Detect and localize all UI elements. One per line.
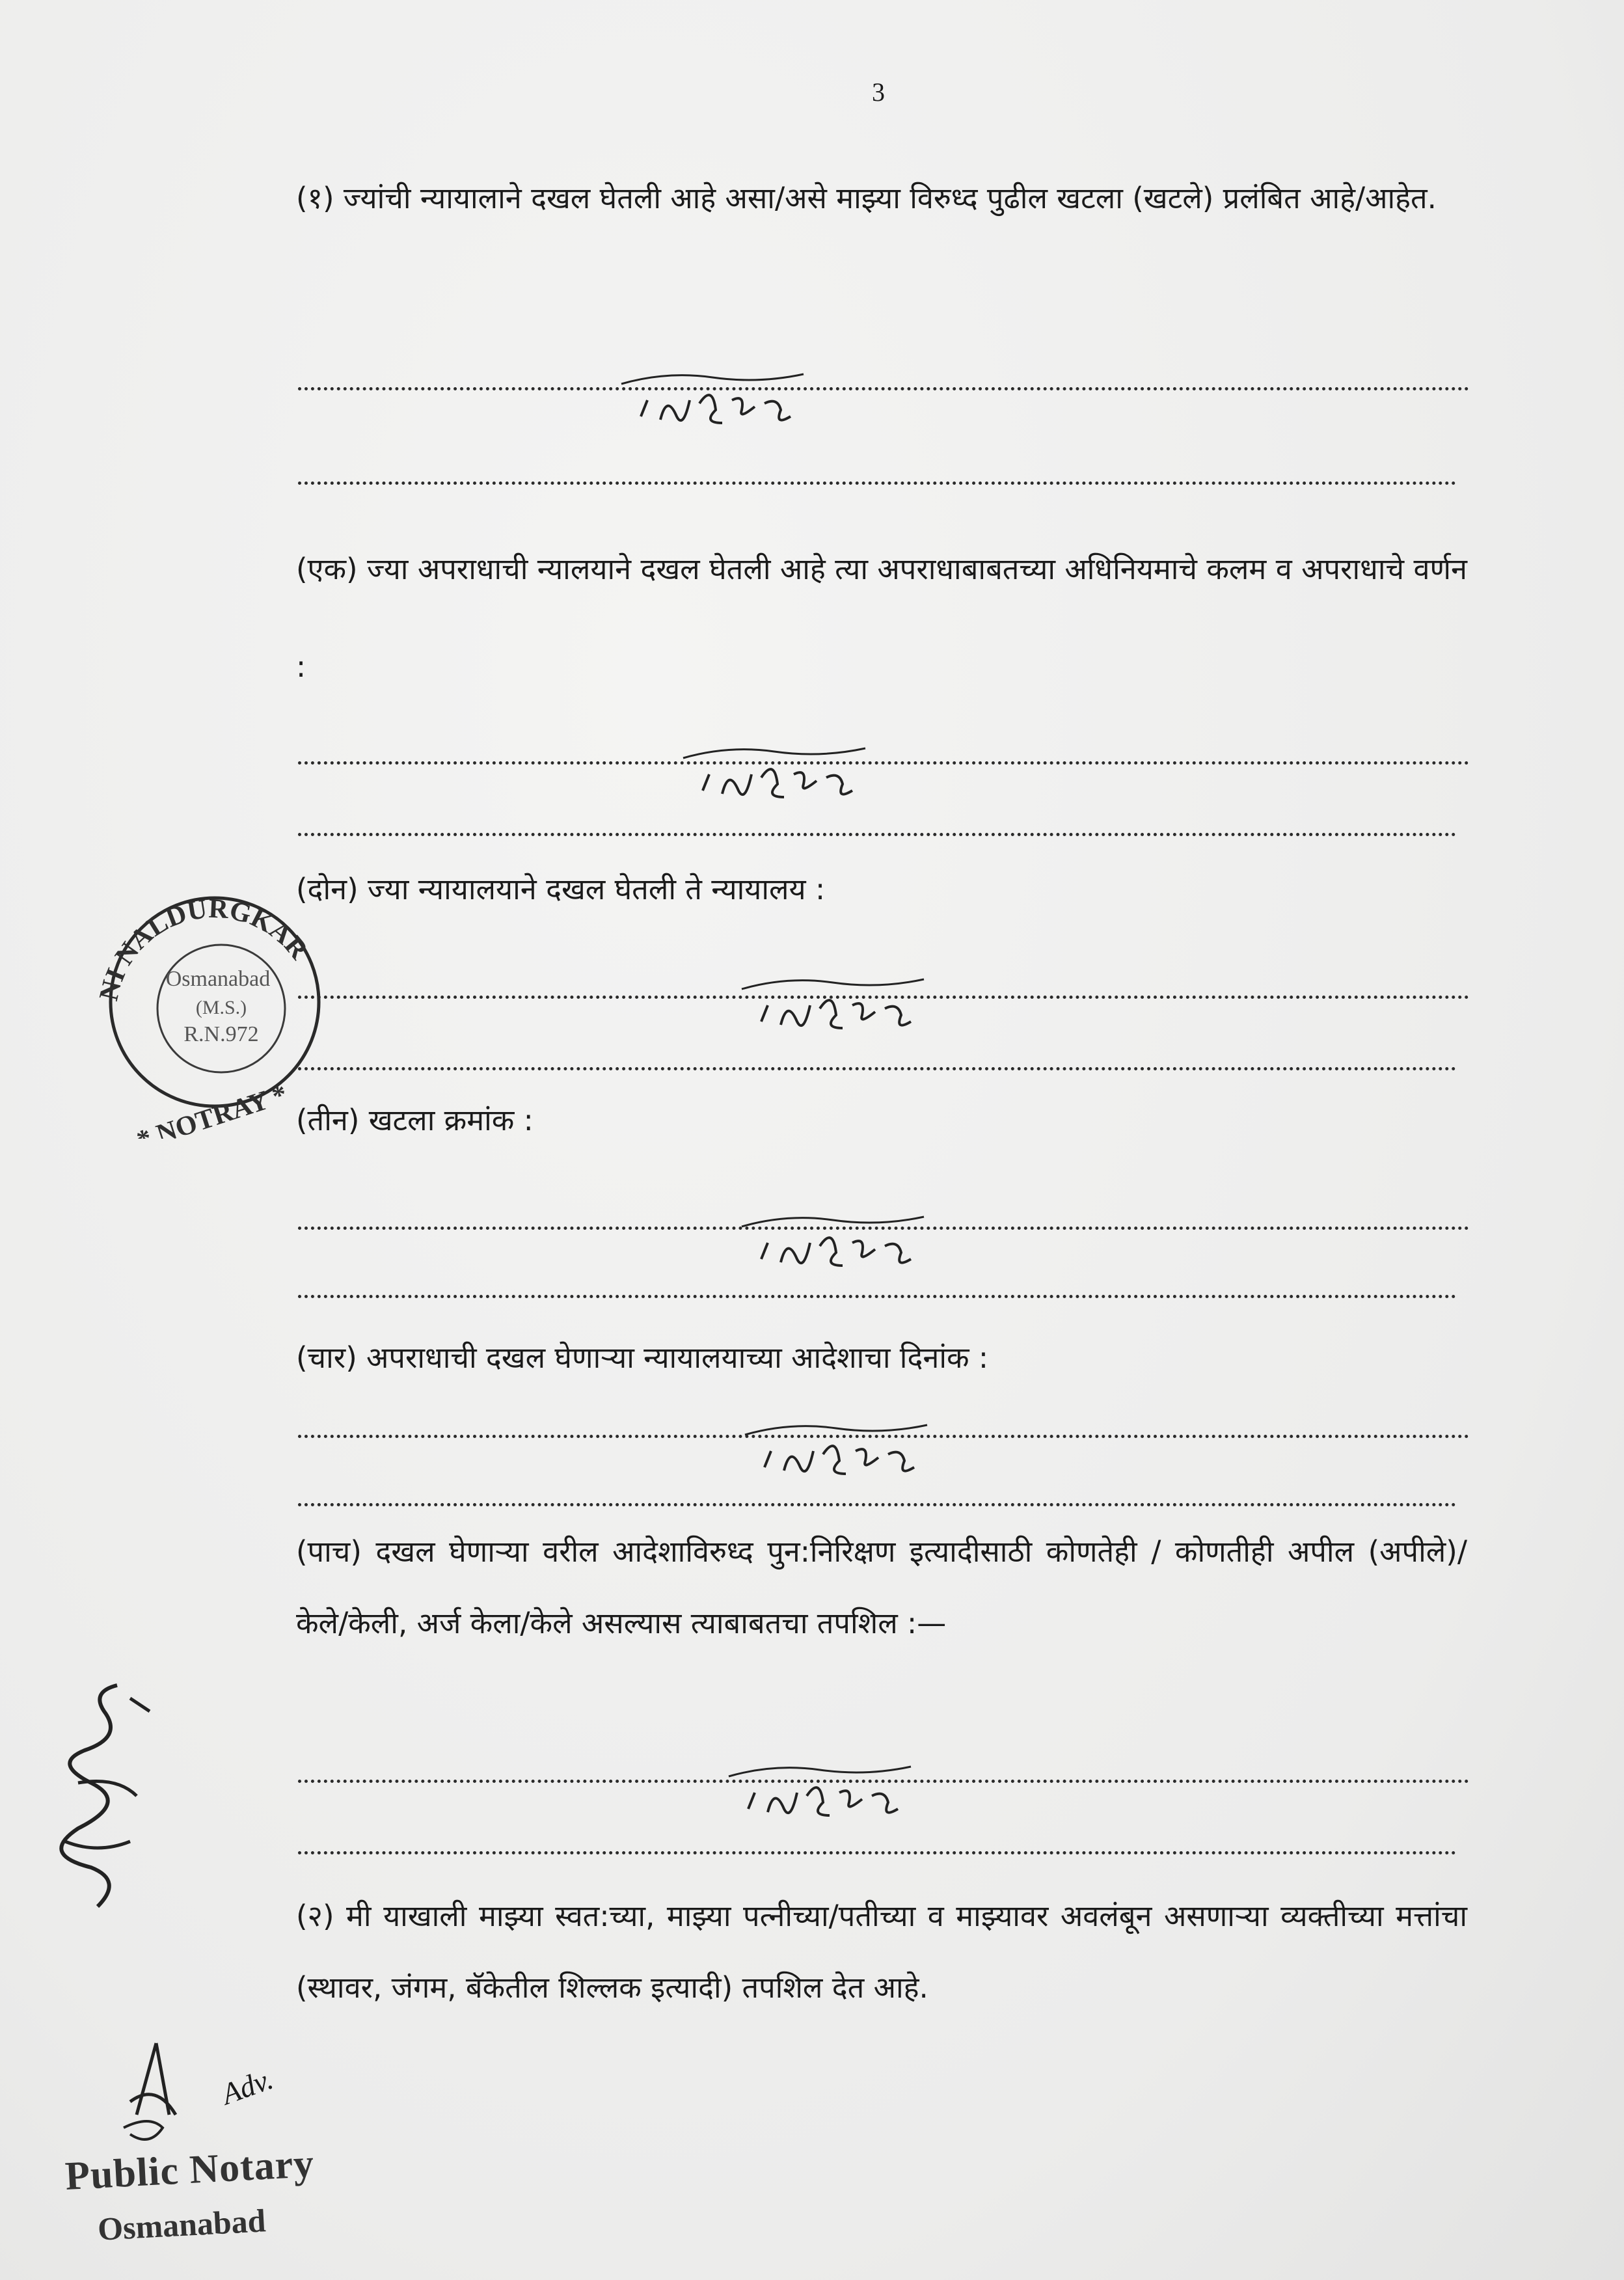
side-signature [39, 1672, 176, 1920]
section-1-text: (१) ज्यांची न्यायालाने दखल घेतली आहे असा/असे माझ्या विरुध्द पुढील खटला (खटले) प्रलंबित आहे/आहेत. [296, 181, 1437, 215]
public-notary-block [59, 2030, 371, 2277]
svg-text:R.N.972: R.N.972 [183, 1022, 259, 1046]
handwritten-nil-entry [738, 1415, 934, 1487]
fill-line [298, 1295, 1456, 1298]
notary-seal-stamp [91, 839, 332, 1139]
notary-annotation: Adv. [217, 2061, 277, 2111]
fill-line [298, 482, 1456, 485]
item-5-text: (पाच) दखल घेणाऱ्या वरील आदेशाविरुध्द पुन:निरिक्षण इत्यादीसाठी कोणतेही / कोणतीही अपील (अपीले)/केले/केली, अर्ज केला/केले असल्यास त्याबाबतचा तपशिल :— [296, 1534, 1467, 1640]
handwritten-nil-entry [677, 739, 872, 810]
handwritten-nil-entry [615, 364, 810, 436]
fill-line [298, 1851, 1456, 1854]
item-4-text: (चार) अपराधाची दखल घेणाऱ्या न्यायालयाच्या आदेशाचा दिनांक : [296, 1340, 988, 1375]
notary-title: Public Notary [64, 2141, 316, 2199]
svg-text:(M.S.): (M.S.) [195, 997, 247, 1018]
handwritten-nil-entry [722, 1757, 917, 1828]
section-2-text: (२) मी याखाली माझ्या स्वत:च्या, माझ्या पत्नीच्या/पतीच्या व माझ्यावर अवलंबून असणाऱ्या व्यक्तीच्या मत्तांचा (स्थावर, जंगम, बॅकेतील शिल्लक इत्यादी) तपशिल देत आहे. [296, 1899, 1467, 2005]
item-3-text: (तीन) खटला क्रमांक : [296, 1103, 534, 1137]
fill-line [298, 1503, 1456, 1506]
svg-text:* NOTRAY *: * NOTRAY * [133, 1079, 291, 1139]
item-1-text: (एक) ज्या अपराधाची न्यालयाने दखल घेतली आहे त्या अपराधाबाबतच्या अधिनियमाचे कलम व अपराधाचे वर्णन : [296, 552, 1467, 684]
fill-line [298, 761, 1469, 765]
page-number: 3 [872, 77, 885, 107]
handwritten-nil-entry [735, 1207, 930, 1279]
fill-line [298, 1067, 1456, 1070]
notary-place: Osmanabad [96, 2202, 267, 2247]
fill-line [298, 387, 1469, 390]
item-2-text: (दोन) ज्या न्यायालयाने दखल घेतली ते न्यायालय : [296, 872, 826, 906]
fill-line [298, 833, 1456, 836]
svg-text:NI NALDURGKAR: NI NALDURGKAR [94, 893, 314, 1004]
svg-text:Osmanabad: Osmanabad [165, 967, 271, 991]
handwritten-nil-entry [735, 970, 930, 1041]
